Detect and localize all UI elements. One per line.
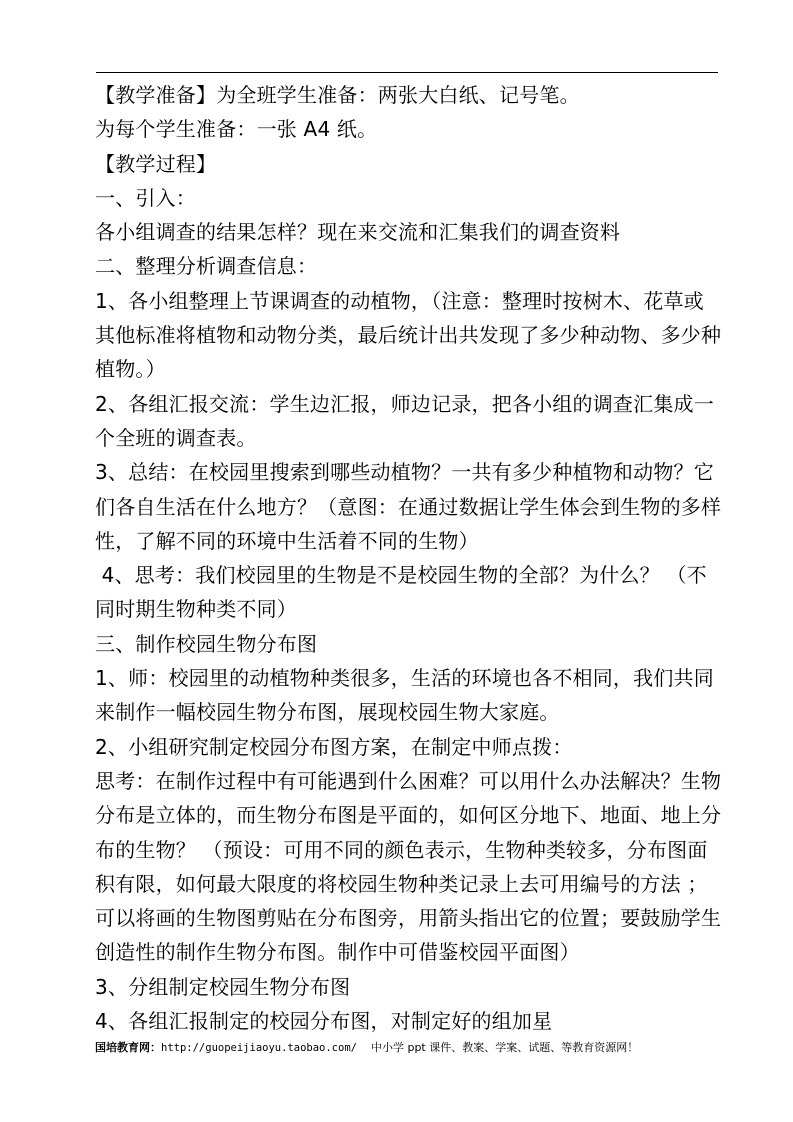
header-rule [96, 72, 718, 73]
section-map-heading: 三、制作校园生物分布图 [95, 631, 318, 656]
map-thinking: 思考：在制作过程中有可能遇到什么困难？可以用什么办法解决？生物分布是立体的，而生物分布图是平面的，如何区分地下、地面、地上分布的生物？ （预设：可用不同的颜色表示，生物种类较多，分布图面积有限，如何最大限度的将校园生物种类记录上去可用编号的方法 ；可以将画的生物图剪贴在分布图旁，用箭头指出它的位置；要鼓励学生创造性的制作生物分布图。制作中可借鉴校园平面图） [95, 768, 722, 965]
teaching-preparation: 【教学准备】为全班学生准备：两张大白纸、记号笔。 [95, 83, 580, 107]
analysis-step-2: 2、各组汇报交流：学生边汇报，师边记录，把各小组的调查汇集成一个全班的调查表。 [95, 391, 714, 450]
analysis-step-3: 3、总结：在校园里搜索到哪些动植物？一共有多少种植物和动物？它们各自生活在什么地方？（意图：在通过数据让学生体会到生物的多样性，了解不同的环境中生活着不同的生物） [95, 460, 722, 553]
analysis-step-4: 4、思考：我们校园里的生物是不是校园生物的全部？为什么？ （不同时期生物种类不同） [95, 563, 707, 622]
map-step-4: 4、各组汇报制定的校园分布图，对制定好的组加星 [95, 1009, 553, 1034]
section-analysis-heading: 二、整理分析调查信息： [95, 254, 318, 279]
teaching-process-heading: 【教学过程】 [95, 151, 217, 176]
analysis-step-1: 1、各小组整理上节课调查的动植物，（注意：整理时按树木、花草或其他标准将植物和动物分类，最后统计出共发现了多少种动物、多少种植物。） [95, 288, 722, 382]
student-preparation: 为每个学生准备：一张 A4 纸。 [95, 117, 378, 142]
map-step-2: 2、小组研究制定校园分布图方案，在制定中师点拨： [95, 734, 573, 759]
footer-site-label: 国培教育网： [95, 1041, 161, 1054]
map-step-3: 3、分组制定校园生物分布图 [95, 974, 351, 999]
intro-text: 各小组调查的结果怎样？现在来交流和汇集我们的调查资料 [95, 220, 621, 245]
footer-tagline: 中小学 ppt 课件、教案、学案、试题、等教育资源网！ [370, 1041, 639, 1054]
footer-url[interactable]: http://guopeijiaoyu.taobao.com/ [161, 1042, 357, 1054]
document-body [95, 78, 723, 1038]
section-intro-heading: 一、引入： [95, 185, 196, 210]
page-footer [95, 1040, 735, 1056]
map-step-1: 1、师：校园里的动植物种类很多，生活的环境也各不相同，我们共同来制作一幅校园生物分布图，展现校园生物大家庭。 [95, 666, 714, 725]
